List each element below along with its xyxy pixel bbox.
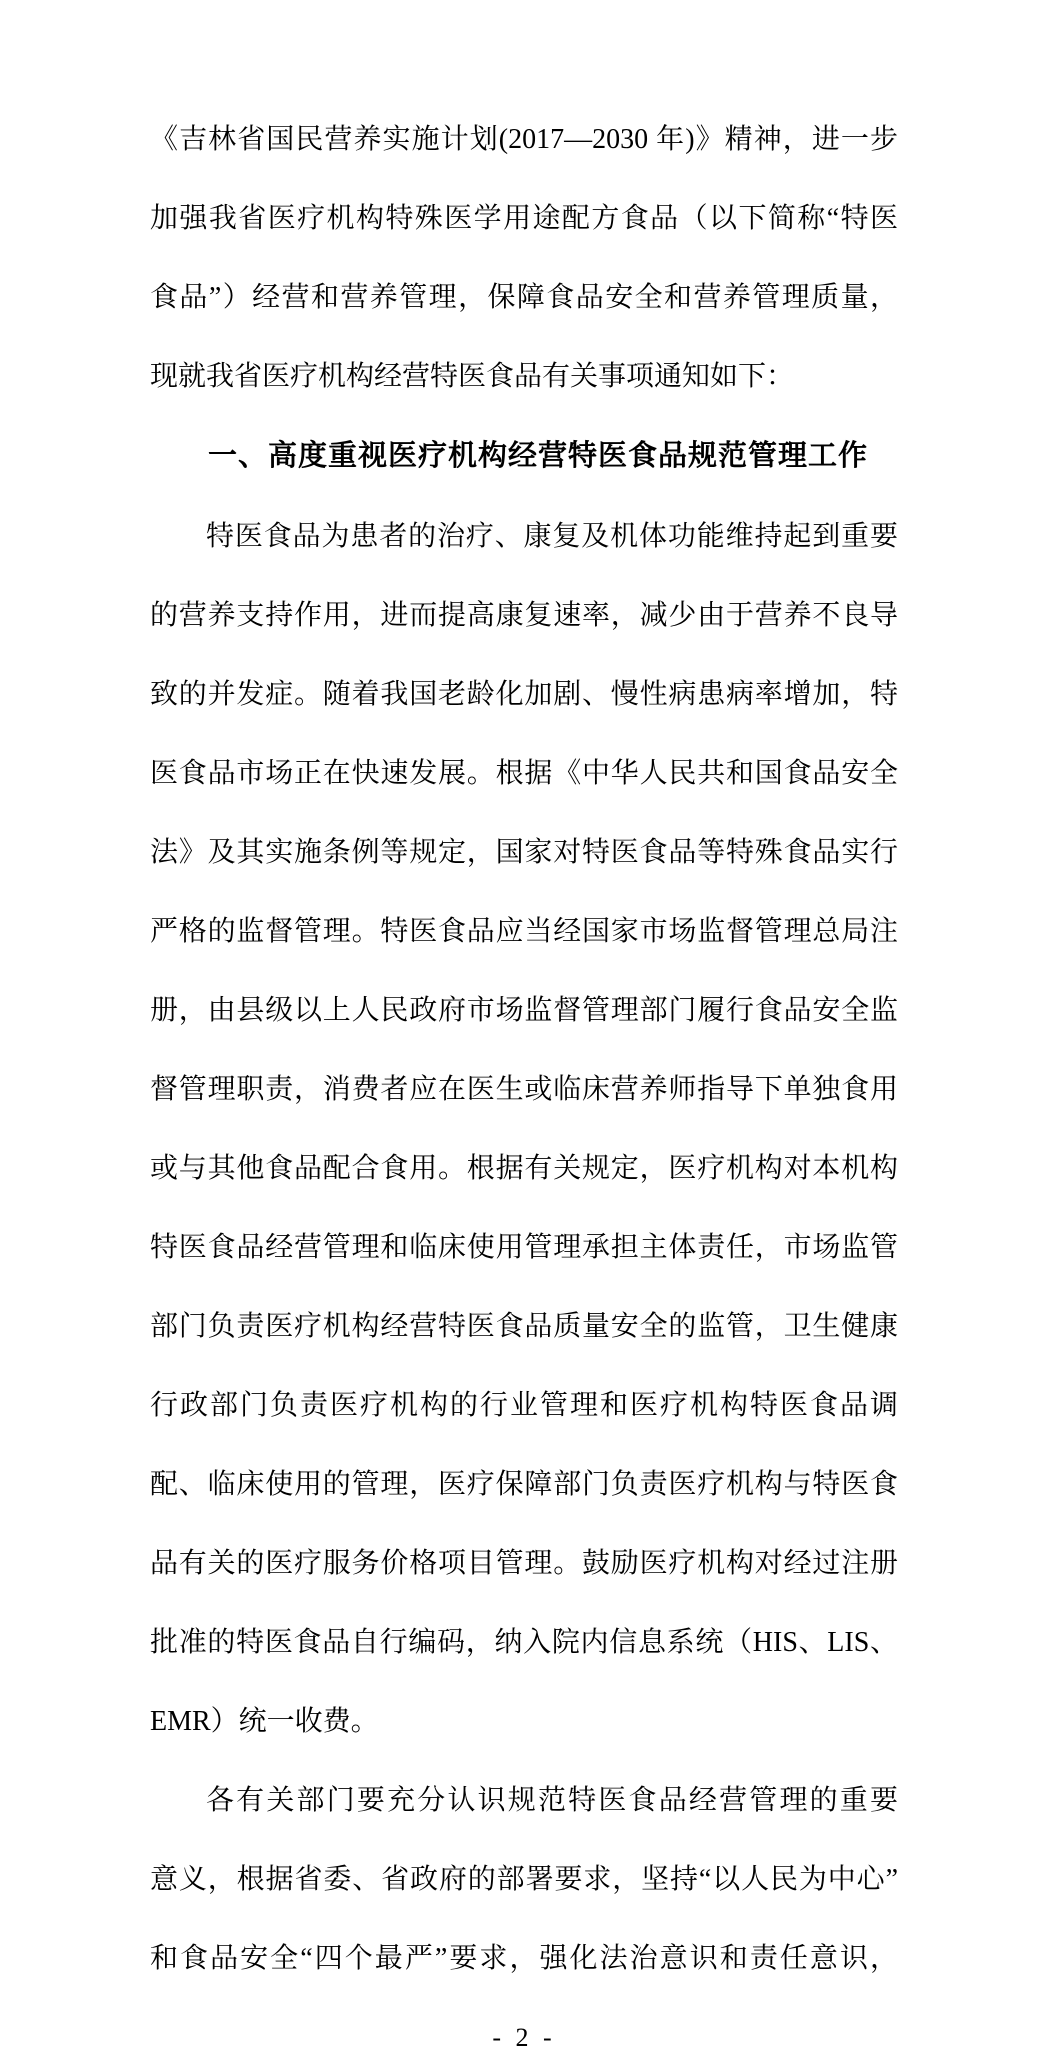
text-line: 部门负责医疗机构经营特医食品质量安全的监管，卫生健康 <box>150 1311 898 1342</box>
text-line: 法》及其实施条例等规定，国家对特医食品等特殊食品实行 <box>150 837 898 868</box>
text-line: 意义，根据省委、省政府的部署要求，坚持“以人民为中心” <box>150 1864 898 1895</box>
text-line: 和食品安全“四个最严”要求，强化法治意识和责任意识， <box>150 1943 898 1974</box>
text-line: 加强我省医疗机构特殊医学用途配方食品（以下简称“特医 <box>150 203 898 234</box>
section-heading: 一、高度重视医疗机构经营特医食品规范管理工作 <box>208 440 869 472</box>
text-line: 特医食品经营管理和临床使用管理承担主体责任，市场监管 <box>150 1232 898 1263</box>
text-line: 医食品市场正在快速发展。根据《中华人民共和国食品安全 <box>150 758 898 789</box>
text-line: 现就我省医疗机构经营特医食品有关事项通知如下： <box>150 361 795 392</box>
page-number: - 2 - <box>492 2023 556 2052</box>
text-line: 行政部门负责医疗机构的行业管理和医疗机构特医食品调 <box>150 1390 898 1421</box>
text-line: 的营养支持作用，进而提高康复速率，减少由于营养不良导 <box>150 600 898 631</box>
text-line: 各有关部门要充分认识规范特医食品经营管理的重要 <box>206 1785 898 1816</box>
text-line: EMR）统一收费。 <box>150 1706 379 1737</box>
text-line: 或与其他食品配合食用。根据有关规定，医疗机构对本机构 <box>150 1153 898 1184</box>
text-line: 致的并发症。随着我国老龄化加剧、慢性病患病率增加，特 <box>150 679 898 710</box>
document-content <box>150 86 898 2063</box>
text-line: 批准的特医食品自行编码，纳入院内信息系统（HIS、LIS、 <box>150 1627 898 1658</box>
text-line: 严格的监督管理。特医食品应当经国家市场监督管理总局注 <box>150 916 898 947</box>
text-line: 食品”）经营和营养管理，保障食品安全和营养管理质量， <box>150 282 898 313</box>
text-line: 特医食品为患者的治疗、康复及机体功能维持起到重要 <box>206 521 898 552</box>
text-line: 册，由县级以上人民政府市场监督管理部门履行食品安全监 <box>150 995 898 1026</box>
text-line: 《吉林省国民营养实施计划(2017—2030 年)》精神，进一步 <box>150 124 898 155</box>
text-line: 品有关的医疗服务价格项目管理。鼓励医疗机构对经过注册 <box>150 1548 898 1579</box>
text-line: 配、临床使用的管理，医疗保障部门负责医疗机构与特医食 <box>150 1469 898 1500</box>
text-line: 督管理职责，消费者应在医生或临床营养师指导下单独食用 <box>150 1074 898 1105</box>
